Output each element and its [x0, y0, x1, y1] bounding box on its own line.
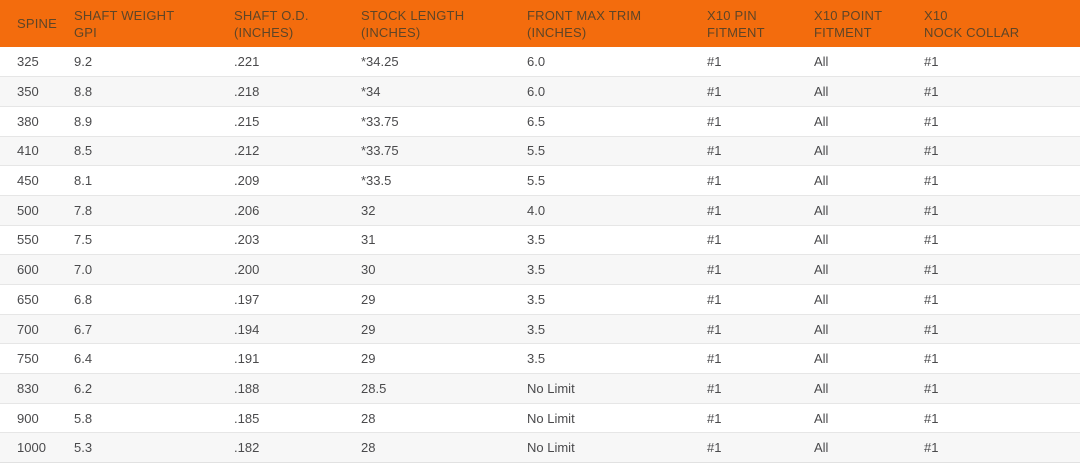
cell-x10-point-fitment: All — [797, 344, 907, 374]
cell-shaft-weight-gpi: 8.8 — [57, 77, 217, 107]
column-header-x10-nock-collar — [907, 0, 1080, 47]
table-row — [0, 225, 1080, 255]
cell-x10-point-fitment: All — [797, 136, 907, 166]
cell-front-max-trim: 5.5 — [510, 166, 690, 196]
column-header-line: (INCHES) — [527, 24, 587, 40]
column-header-line: STOCK LENGTH — [361, 7, 465, 23]
cell-shaft-weight-gpi: 6.2 — [57, 374, 217, 404]
cell-stock-length: 28 — [344, 403, 510, 433]
cell-shaft-od: .212 — [217, 136, 344, 166]
cell-shaft-od: .185 — [217, 403, 344, 433]
cell-front-max-trim: 5.5 — [510, 136, 690, 166]
cell-front-max-trim: 6.0 — [510, 77, 690, 107]
cell-stock-length: 28 — [344, 433, 510, 463]
cell-shaft-weight-gpi: 6.8 — [57, 285, 217, 315]
cell-shaft-weight-gpi: 8.1 — [57, 166, 217, 196]
cell-x10-point-fitment: All — [797, 195, 907, 225]
cell-x10-nock-collar: #1 — [907, 136, 1080, 166]
column-header-line: FITMENT — [814, 24, 872, 40]
cell-x10-nock-collar: #1 — [924, 54, 939, 70]
cell-front-max-trim: No Limit — [510, 403, 690, 433]
cell-front-max-trim: 4.0 — [510, 195, 690, 225]
column-header-line: SPINE — [17, 16, 57, 31]
cell-shaft-weight-gpi: 7.0 — [57, 255, 217, 285]
cell-x10-point-fitment: All — [797, 314, 907, 344]
cell-shaft-od: .206 — [217, 195, 344, 225]
cell-spine: 650 — [0, 285, 57, 315]
cell-shaft-weight-gpi: 8.9 — [57, 106, 217, 136]
table-row — [0, 314, 1080, 344]
cell-spine: 900 — [0, 403, 57, 433]
table-row — [0, 166, 1080, 196]
cell-shaft-weight-gpi: 6.4 — [57, 344, 217, 374]
cell-x10-nock-collar: #1 — [907, 166, 1080, 196]
cell-stock-length: *33.5 — [344, 166, 510, 196]
cell-x10-point-fitment: All — [814, 54, 829, 70]
cell-x10-nock-collar: #1 — [907, 195, 1080, 225]
cell-stock-length: 30 — [344, 255, 510, 285]
cell-spine: 500 — [0, 195, 57, 225]
spec-table-body — [0, 47, 1080, 463]
column-header-line: SHAFT O.D. — [234, 7, 309, 23]
cell-shaft-od: .182 — [217, 433, 344, 463]
cell-x10-pin-fitment: #1 — [690, 314, 797, 344]
cell-x10-pin-fitment: #1 — [690, 433, 797, 463]
cell-spine: 380 — [0, 106, 57, 136]
spec-table-header — [0, 0, 1080, 47]
cell-spine: 1000 — [0, 433, 57, 463]
cell-shaft-weight-gpi: 7.5 — [57, 225, 217, 255]
column-header-x10-pin-fitment — [690, 0, 797, 47]
column-header-line: X10 POINT — [814, 7, 883, 23]
cell-x10-point-fitment: All — [797, 403, 907, 433]
cell-front-max-trim: No Limit — [510, 374, 690, 404]
cell-shaft-weight-gpi: 5.3 — [57, 433, 217, 463]
cell-spine: 600 — [0, 255, 57, 285]
cell-x10-point-fitment: All — [797, 77, 907, 107]
column-header-shaft-od — [217, 0, 344, 47]
cell-x10-nock-collar: #1 — [907, 403, 1080, 433]
cell-x10-point-fitment: All — [797, 285, 907, 315]
column-header-stock-length — [344, 0, 510, 47]
cell-x10-nock-collar: #1 — [907, 77, 1080, 107]
column-header-spine — [0, 0, 57, 47]
cell-spine: 410 — [0, 136, 57, 166]
cell-front-max-trim: 3.5 — [510, 285, 690, 315]
cell-x10-point-fitment: All — [797, 166, 907, 196]
cell-x10-nock-collar: #1 — [907, 255, 1080, 285]
cell-spine: 350 — [0, 77, 57, 107]
column-header-line: NOCK COLLAR — [924, 24, 1020, 40]
cell-x10-point-fitment: All — [797, 255, 907, 285]
cell-stock-length: 29 — [344, 285, 510, 315]
cell-x10-point-fitment: All — [797, 433, 907, 463]
cell-x10-nock-collar: #1 — [907, 314, 1080, 344]
table-row — [0, 195, 1080, 225]
cell-shaft-od: .203 — [217, 225, 344, 255]
cell-shaft-od: .209 — [217, 166, 344, 196]
cell-shaft-od: .194 — [217, 314, 344, 344]
cell-front-max-trim: 6.0 — [527, 54, 546, 70]
cell-front-max-trim: 3.5 — [510, 225, 690, 255]
cell-x10-pin-fitment: #1 — [690, 344, 797, 374]
cell-x10-pin-fitment: #1 — [690, 225, 797, 255]
column-header-line: X10 — [924, 7, 948, 23]
cell-x10-pin-fitment: #1 — [690, 195, 797, 225]
cell-spine: 830 — [0, 374, 57, 404]
cell-x10-nock-collar: #1 — [907, 433, 1080, 463]
table-row — [0, 106, 1080, 136]
cell-x10-nock-collar: #1 — [907, 106, 1080, 136]
column-header-line: GPI — [74, 24, 97, 40]
cell-spine: 750 — [0, 344, 57, 374]
cell-stock-length: *33.75 — [344, 136, 510, 166]
cell-x10-nock-collar: #1 — [907, 374, 1080, 404]
table-row — [0, 47, 1080, 77]
column-header-line: X10 PIN — [707, 7, 757, 23]
cell-x10-point-fitment: All — [797, 106, 907, 136]
cell-shaft-weight-gpi: 8.5 — [57, 136, 217, 166]
column-header-front-max-trim — [510, 0, 690, 47]
column-header-x10-point-fitment — [797, 0, 907, 47]
cell-x10-pin-fitment: #1 — [690, 403, 797, 433]
cell-x10-pin-fitment: #1 — [690, 285, 797, 315]
column-header-line: (INCHES) — [234, 24, 294, 40]
cell-shaft-od: .215 — [217, 106, 344, 136]
column-header-line: SHAFT WEIGHT — [74, 7, 175, 23]
cell-stock-length: 29 — [344, 344, 510, 374]
cell-stock-length: 31 — [344, 225, 510, 255]
column-header-line: FITMENT — [707, 24, 765, 40]
cell-x10-nock-collar: #1 — [907, 225, 1080, 255]
cell-stock-length: 28.5 — [344, 374, 510, 404]
cell-shaft-weight-gpi: 7.8 — [57, 195, 217, 225]
cell-stock-length: 32 — [344, 195, 510, 225]
cell-shaft-weight-gpi: 9.2 — [74, 54, 93, 70]
column-header-line: (INCHES) — [361, 24, 421, 40]
cell-front-max-trim: 3.5 — [510, 344, 690, 374]
cell-x10-point-fitment: All — [797, 374, 907, 404]
cell-front-max-trim: 3.5 — [510, 255, 690, 285]
cell-x10-pin-fitment: #1 — [690, 166, 797, 196]
cell-stock-length: *33.75 — [344, 106, 510, 136]
cell-shaft-od: .197 — [217, 285, 344, 315]
table-row — [0, 403, 1080, 433]
cell-stock-length: 29 — [344, 314, 510, 344]
cell-stock-length: *34.25 — [361, 54, 399, 70]
cell-x10-pin-fitment: #1 — [690, 77, 797, 107]
cell-shaft-od: .221 — [234, 54, 260, 70]
header-row — [0, 0, 1080, 47]
table-row — [0, 374, 1080, 404]
table-row — [0, 285, 1080, 315]
table-row — [0, 433, 1080, 463]
cell-x10-pin-fitment: #1 — [707, 54, 722, 70]
cell-shaft-od: .200 — [217, 255, 344, 285]
cell-front-max-trim: No Limit — [510, 433, 690, 463]
table-row — [0, 255, 1080, 285]
cell-front-max-trim: 6.5 — [510, 106, 690, 136]
cell-shaft-od: .218 — [217, 77, 344, 107]
cell-x10-pin-fitment: #1 — [690, 136, 797, 166]
cell-front-max-trim: 3.5 — [510, 314, 690, 344]
cell-x10-nock-collar: #1 — [907, 344, 1080, 374]
cell-x10-pin-fitment: #1 — [690, 255, 797, 285]
cell-spine: 325 — [17, 54, 39, 70]
cell-shaft-weight-gpi: 6.7 — [57, 314, 217, 344]
cell-spine: 450 — [0, 166, 57, 196]
cell-spine: 700 — [0, 314, 57, 344]
table-row — [0, 77, 1080, 107]
cell-x10-nock-collar: #1 — [907, 285, 1080, 315]
cell-stock-length: *34 — [344, 77, 510, 107]
cell-shaft-od: .191 — [217, 344, 344, 374]
column-header-shaft-weight-gpi — [57, 0, 217, 47]
cell-shaft-weight-gpi: 5.8 — [57, 403, 217, 433]
cell-spine: 550 — [0, 225, 57, 255]
table-row — [0, 344, 1080, 374]
column-header-line: FRONT MAX TRIM — [527, 7, 642, 23]
table-row — [0, 136, 1080, 166]
cell-x10-pin-fitment: #1 — [690, 106, 797, 136]
cell-x10-point-fitment: All — [797, 225, 907, 255]
cell-shaft-od: .188 — [217, 374, 344, 404]
cell-x10-pin-fitment: #1 — [690, 374, 797, 404]
